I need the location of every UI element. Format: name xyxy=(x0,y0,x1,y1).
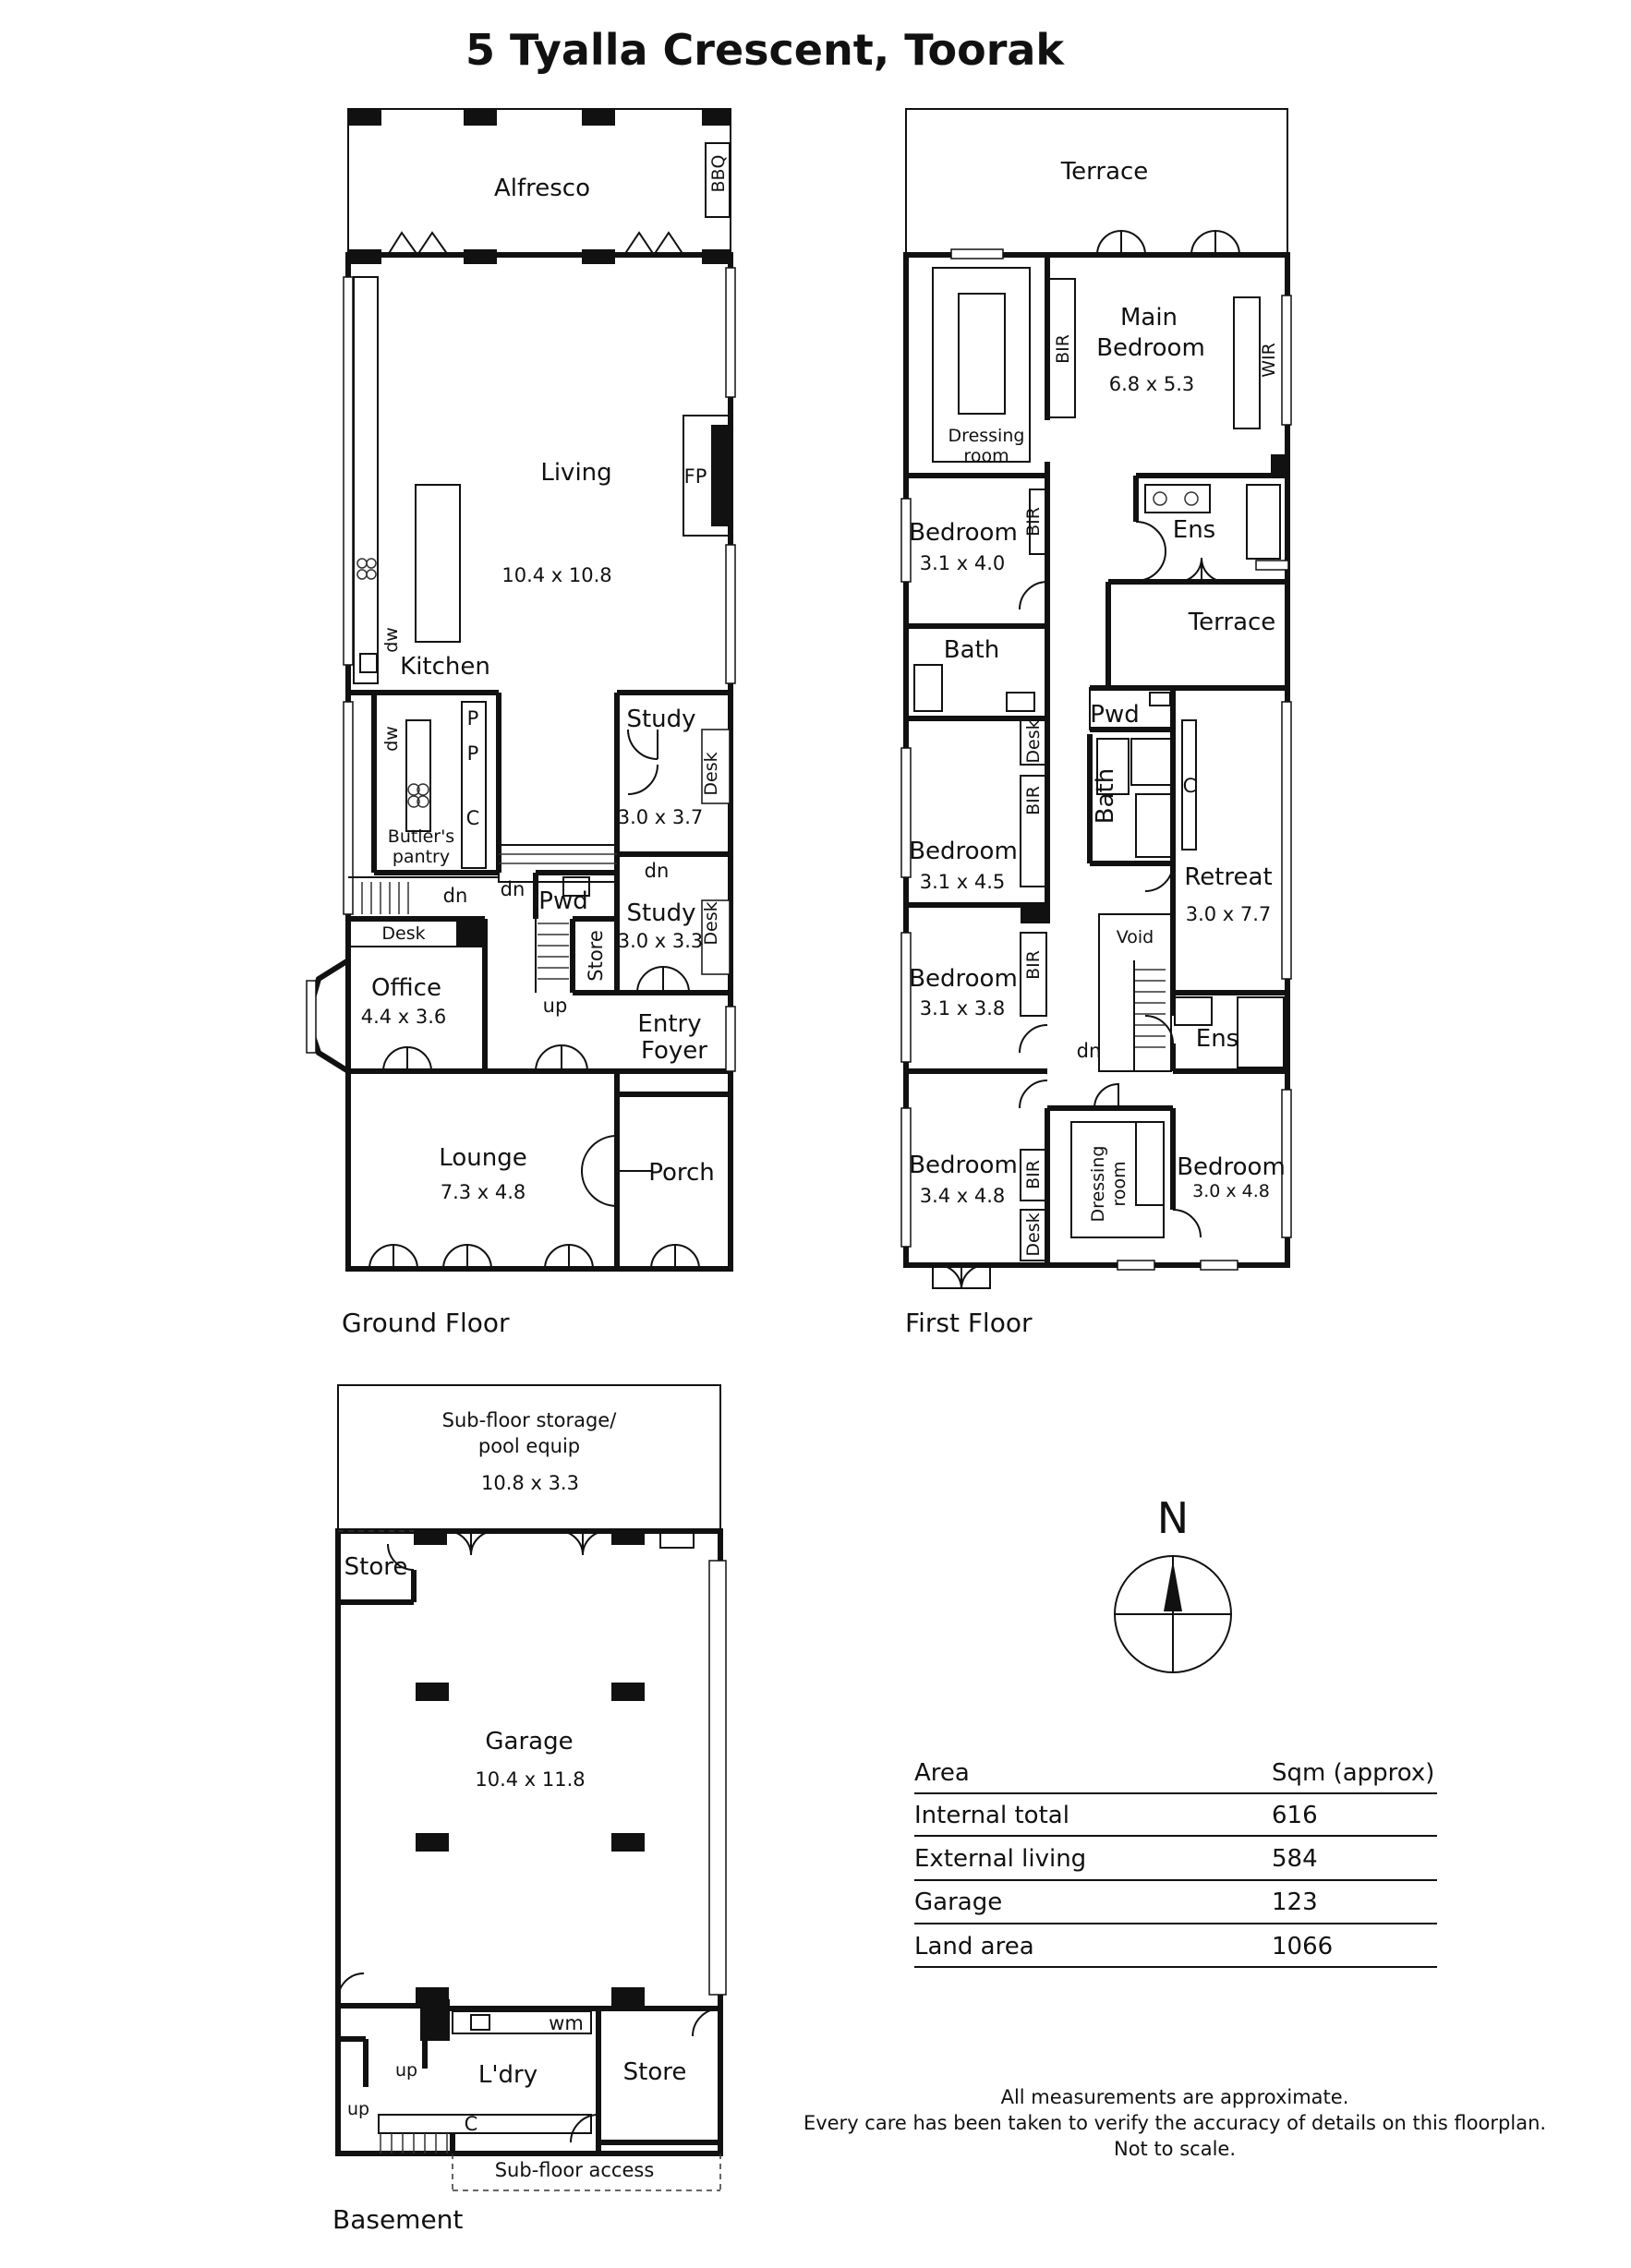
label-wm: wm xyxy=(549,2012,584,2034)
page-title: 5 Tyalla Crescent, Toorak xyxy=(465,25,1065,75)
room-bedroom-2: Bedroom xyxy=(909,838,1018,865)
label-dn-1: dn xyxy=(644,860,670,882)
room-bath-1: Bath xyxy=(943,636,1000,664)
compass-arrow-icon xyxy=(1164,1561,1182,1611)
room-store-basement-1: Store xyxy=(344,1553,408,1581)
bedroom-1-dim: 3.1 x 4.0 xyxy=(919,552,1006,574)
bedroom-3-dim: 3.1 x 3.8 xyxy=(919,997,1006,1019)
garage-dim: 10.4 x 11.8 xyxy=(475,1768,586,1791)
label-ground-floor: Ground Floor xyxy=(342,1308,510,1338)
label-desk-office: Desk xyxy=(381,923,426,944)
room-foyer: Foyer xyxy=(640,1037,708,1065)
basement-plan xyxy=(332,1385,726,2235)
label-p2: P xyxy=(466,742,479,765)
table-row-garage-value: 123 xyxy=(1272,1888,1318,1916)
label-bir-2: BIR xyxy=(1023,786,1044,815)
table-header-sqm: Sqm (approx) xyxy=(1272,1759,1435,1787)
label-basement: Basement xyxy=(332,2204,464,2235)
room-main-bedroom-2: Bedroom xyxy=(1096,334,1205,362)
room-bedroom-3: Bedroom xyxy=(909,965,1018,993)
label-dn-first: dn xyxy=(1076,1040,1102,1062)
room-dressing-1b: room xyxy=(963,446,1009,466)
room-ensuite-1: Ens xyxy=(1172,516,1216,544)
label-bir-main: BIR xyxy=(1053,334,1073,364)
label-desk-a: Desk xyxy=(1023,719,1044,764)
room-store-ground: Store xyxy=(585,930,607,982)
first-floor-plan xyxy=(901,109,1291,1338)
room-retreat: Retreat xyxy=(1184,863,1273,891)
label-dw-kitchen: dw xyxy=(381,627,402,653)
label-bbq: BBQ xyxy=(708,154,729,193)
room-living: Living xyxy=(540,459,612,487)
room-lounge: Lounge xyxy=(439,1144,527,1172)
label-c-first: C xyxy=(1182,775,1197,797)
room-office: Office xyxy=(371,974,441,1002)
room-alfresco: Alfresco xyxy=(493,175,591,202)
room-subfloor-storage-2: pool equip xyxy=(477,1435,581,1457)
label-desk-study-2: Desk xyxy=(701,901,721,946)
bedroom-4-dim: 3.4 x 4.8 xyxy=(919,1185,1006,1207)
room-powder: Pwd xyxy=(538,887,588,915)
room-bedroom-4: Bedroom xyxy=(909,1152,1018,1179)
disclaimer-line-2: Every care has been taken to verify the accuracy of details on this floorplan. xyxy=(803,2112,1547,2134)
room-terrace-1: Terrace xyxy=(1060,158,1149,186)
table-header-area: Area xyxy=(914,1759,970,1787)
room-laundry: L'dry xyxy=(477,2061,538,2089)
office-dim: 4.4 x 3.6 xyxy=(360,1006,447,1028)
room-subfloor-storage: Sub-floor storage/ xyxy=(441,1409,617,1431)
room-store-basement-2: Store xyxy=(622,2058,687,2086)
compass-north-label: N xyxy=(1156,1493,1190,1543)
subfloor-storage-outline xyxy=(338,1385,720,1531)
room-bedroom-5: Bedroom xyxy=(1177,1153,1286,1181)
main-bedroom-dim: 6.8 x 5.3 xyxy=(1108,373,1195,395)
subfloor-dim: 10.8 x 3.3 xyxy=(481,1472,579,1494)
room-bath-2: Bath xyxy=(1092,767,1119,825)
room-butlers-pantry: Butler's xyxy=(387,826,455,847)
table-row-internal-total-label: Internal total xyxy=(914,1802,1069,1829)
label-up-basement-1: up xyxy=(394,2060,418,2081)
ground-floor-plan xyxy=(307,109,735,1338)
room-dressing-1: Dressing xyxy=(948,426,1025,446)
room-entry: Entry xyxy=(637,1010,702,1038)
label-desk-study-1: Desk xyxy=(701,752,721,796)
room-ensuite-2: Ens xyxy=(1195,1025,1239,1053)
area-table xyxy=(914,1759,1437,1967)
label-dn-3: dn xyxy=(442,885,468,907)
table-row-garage-label: Garage xyxy=(914,1888,1003,1916)
disclaimer-line-3: Not to scale. xyxy=(1113,2138,1237,2160)
disclaimer xyxy=(803,2086,1546,2160)
study-2-dim: 3.0 x 3.3 xyxy=(617,930,704,952)
living-dim: 10.4 x 10.8 xyxy=(501,564,612,586)
label-wir: WIR xyxy=(1259,343,1279,378)
room-butlers-pantry-2: pantry xyxy=(392,847,451,867)
label-dn-2: dn xyxy=(500,878,526,900)
table-row-internal-total-value: 616 xyxy=(1272,1802,1318,1829)
label-fireplace: FP xyxy=(683,465,707,488)
disclaimer-line-1: All measurements are approximate. xyxy=(1000,2086,1349,2108)
room-dressing-2b: room xyxy=(1109,1161,1130,1207)
retreat-dim: 3.0 x 7.7 xyxy=(1185,903,1272,925)
table-row-land-area-value: 1066 xyxy=(1272,1933,1334,1960)
table-row-land-area-label: Land area xyxy=(914,1933,1034,1960)
room-main-bedroom: Main xyxy=(1119,304,1178,332)
table-row-external-living-label: External living xyxy=(914,1845,1087,1873)
study-1-dim: 3.0 x 3.7 xyxy=(617,806,704,828)
label-first-floor: First Floor xyxy=(905,1308,1033,1338)
label-void: Void xyxy=(1116,927,1154,947)
lounge-dim: 7.3 x 4.8 xyxy=(440,1181,526,1203)
room-bedroom-1: Bedroom xyxy=(909,519,1018,547)
label-desk-b: Desk xyxy=(1023,1212,1044,1257)
compass xyxy=(1115,1493,1231,1672)
label-subfloor-access: Sub-floor access xyxy=(494,2159,655,2181)
label-dw-pantry: dw xyxy=(381,726,402,752)
room-kitchen: Kitchen xyxy=(400,653,490,681)
room-porch: Porch xyxy=(648,1159,715,1187)
room-study-2: Study xyxy=(626,899,696,927)
room-garage: Garage xyxy=(485,1728,574,1755)
label-bir-1: BIR xyxy=(1023,507,1044,537)
label-up-basement-2: up xyxy=(346,2099,370,2119)
label-c: C xyxy=(465,807,480,829)
room-dressing-2: Dressing xyxy=(1088,1145,1108,1223)
bedroom-5-dim: 3.0 x 4.8 xyxy=(1192,1181,1270,1201)
room-study-1: Study xyxy=(626,706,696,733)
label-up-ground: up xyxy=(542,995,568,1017)
label-bir-4: BIR xyxy=(1023,1160,1044,1189)
room-powder-first: Pwd xyxy=(1090,701,1140,729)
room-terrace-2: Terrace xyxy=(1188,609,1276,636)
table-row-external-living-value: 584 xyxy=(1272,1845,1318,1873)
bedroom-2-dim: 3.1 x 4.5 xyxy=(919,871,1006,893)
label-c-basement: C xyxy=(464,2113,478,2135)
label-bir-3: BIR xyxy=(1023,950,1044,980)
label-p1: P xyxy=(466,707,479,730)
